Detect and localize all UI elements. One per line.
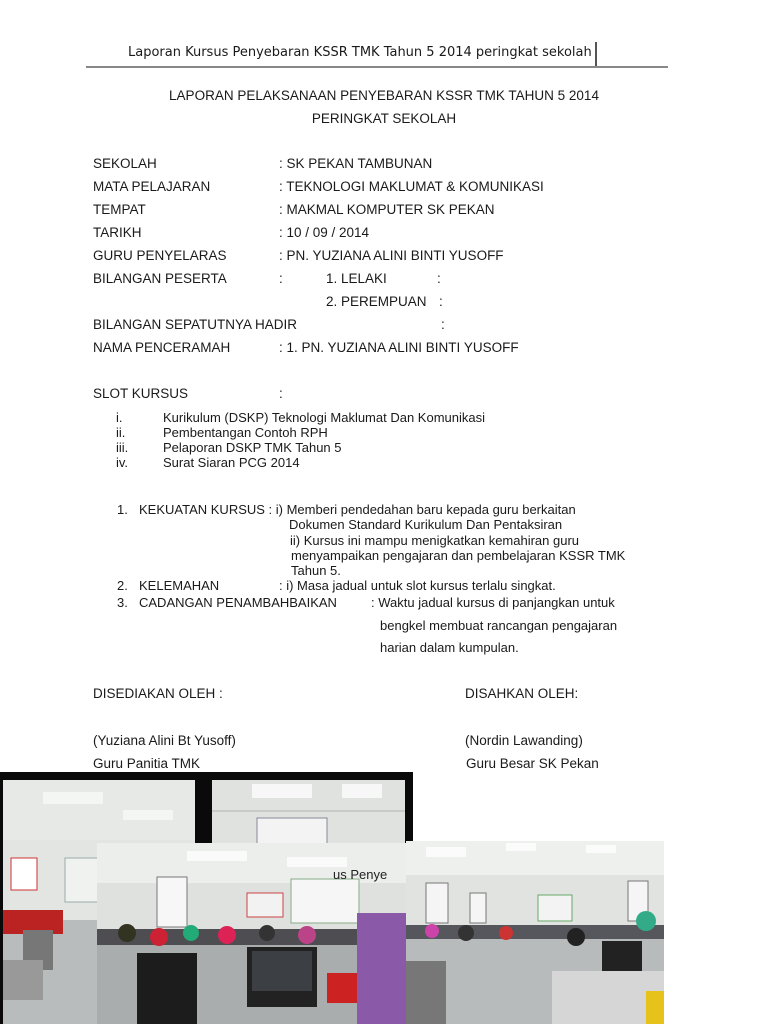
- prepared-by-name: (Yuziana Alini Bt Yusoff): [93, 733, 236, 748]
- field-value-sekolah: : SK PEKAN TAMBUNAN: [279, 156, 433, 171]
- peserta-lelaki-colon: :: [437, 271, 441, 286]
- point-1-line4: menyampaikan pengajaran dan pembelajaran KSSR TMK: [291, 548, 626, 563]
- point-2-text: : i) Masa jadual untuk slot kursus terlalu singkat.: [279, 578, 556, 593]
- field-label-sekolah: SEKOLAH: [93, 156, 157, 171]
- slot-colon: :: [279, 386, 283, 401]
- slot-label: SLOT KURSUS: [93, 386, 189, 401]
- slot-item-num: ii.: [116, 425, 126, 440]
- point-3-num: 3.: [117, 595, 128, 610]
- penceramah-label: NAMA PENCERAMAH: [93, 340, 231, 355]
- classroom-photo: [212, 780, 405, 844]
- photo-overlay-text: us Penye: [333, 867, 388, 882]
- running-header: Laporan Kursus Penyebaran KSSR TMK Tahun 5 2014 peringkat sekolah: [128, 45, 592, 60]
- prepared-by-heading: DISEDIAKAN OLEH :: [93, 686, 223, 701]
- point-3-line3: harian dalam kumpulan.: [380, 640, 519, 655]
- slot-item-text: Pembentangan Contoh RPH: [163, 425, 328, 440]
- field-label-guru-penyelaras: GURU PENYELARAS: [93, 248, 227, 263]
- point-1-line3: ii) Kursus ini mampu menigkatkan kemahiran guru: [290, 533, 580, 548]
- slot-item-text: Pelaporan DSKP TMK Tahun 5: [163, 440, 342, 455]
- slot-item-text: Kurikulum (DSKP) Teknologi Maklumat Dan Komunikasi: [163, 410, 485, 425]
- approved-by-heading: DISAHKAN OLEH:: [465, 686, 579, 701]
- slot-item-num: iv.: [116, 455, 129, 470]
- point-1-line2: Dokumen Standard Kurikulum Dan Pentaksiran: [289, 517, 563, 532]
- peserta-perempuan: 2. PEREMPUAN: [326, 294, 427, 309]
- field-value-mata-pelajaran: : TEKNOLOGI MAKLUMAT & KOMUNIKASI: [279, 179, 544, 194]
- header-bar: [595, 42, 597, 66]
- point-3-line2: bengkel membuat rancangan pengajaran: [380, 618, 618, 633]
- field-value-guru-penyelaras: : PN. YUZIANA ALINI BINTI YUSOFF: [279, 248, 504, 263]
- prepared-by-role: Guru Panitia TMK: [93, 756, 201, 771]
- peserta-lelaki: 1. LELAKI: [326, 271, 387, 286]
- field-label-tempat: TEMPAT: [93, 202, 146, 217]
- doc-title-line2: PERINGKAT SEKOLAH: [311, 111, 457, 126]
- slot-item-num: iii.: [116, 440, 129, 455]
- classroom-photo: [406, 841, 664, 1024]
- hadir-colon: :: [441, 317, 445, 332]
- field-label-mata-pelajaran: MATA PELAJARAN: [93, 179, 211, 194]
- hadir-label: BILANGAN SEPATUTNYA HADIR: [93, 317, 298, 332]
- doc-title-line1: LAPORAN PELAKSANAAN PENYEBARAN KSSR TMK TAHUN 5 2014: [169, 88, 599, 103]
- point-1-line5: Tahun 5.: [291, 563, 341, 578]
- header-rule: [86, 66, 668, 68]
- penceramah-value: : 1. PN. YUZIANA ALINI BINTI YUSOFF: [279, 340, 519, 355]
- point-3-text: : Waktu jadual kursus di panjangkan untuk: [371, 595, 615, 610]
- point-1-num: 1.: [117, 502, 128, 517]
- slot-item-text: Surat Siaran PCG 2014: [163, 455, 300, 470]
- peserta-colon: :: [279, 271, 283, 286]
- peserta-label: BILANGAN PESERTA: [93, 271, 227, 286]
- field-value-tarikh: : 10 / 09 / 2014: [279, 225, 370, 240]
- approved-by-name: (Nordin Lawanding): [465, 733, 583, 748]
- point-2-num: 2.: [117, 578, 128, 593]
- point-3-label: CADANGAN PENAMBAHBAIKAN: [139, 595, 337, 610]
- point-2-label: KELEMAHAN: [139, 578, 220, 593]
- point-1-text: KEKUATAN KURSUS : i) Memberi pendedahan baru kepada guru berkaitan: [139, 502, 576, 517]
- approved-by-role: Guru Besar SK Pekan: [466, 756, 599, 771]
- slot-item-num: i.: [116, 410, 123, 425]
- field-label-tarikh: TARIKH: [93, 225, 142, 240]
- peserta-perempuan-colon: :: [439, 294, 443, 309]
- field-value-tempat: : MAKMAL KOMPUTER SK PEKAN: [279, 202, 495, 217]
